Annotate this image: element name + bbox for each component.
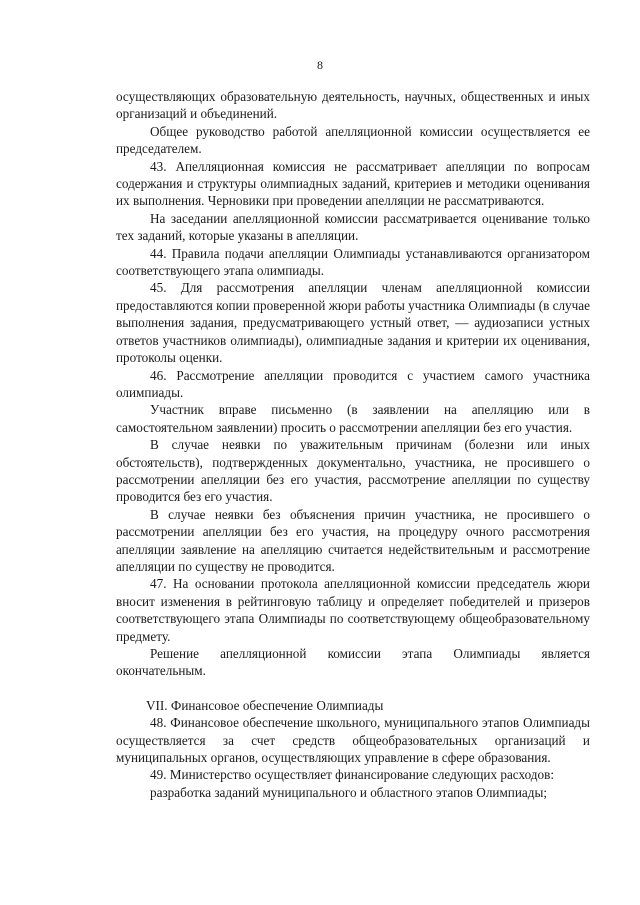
section-heading: VII. Финансовое обеспечение Олимпиады [146, 697, 384, 713]
paragraph-expense-item: разработка заданий муниципального и областного этапов Олимпиады; [150, 784, 548, 800]
paragraph-47: 47. На основании протокола апелляционной комиссии председатель жюри вносит изменения в рейтинговую таблицу и определяет победителей и призеров соответствующего этапа Олимпиады по соответствующему общеобразовательному предмету. [116, 576, 590, 644]
paragraph-43: 43. Апелляционная комиссия не рассматривает апелляции по вопросам содержания и структуры олимпиадных заданий, критериев и методики оценивания их выполнения. Черновики при проведении апелляции не рассматриваются. [116, 158, 590, 209]
paragraph-48: 48. Финансовое обеспечение школьного, муниципального этапов Олимпиады осуществляется за счет средств общеобразовательных организаций и муниципальных органов, осуществляющих управление в сфере образования. [116, 715, 590, 766]
paragraph-general-management: Общее руководство работой апелляционной комиссии осуществляется ее председателем. [116, 123, 590, 157]
paragraph-session-evaluation: На заседании апелляционной комиссии рассматривается оценивание только тех заданий, которые указаны в апелляции. [116, 210, 590, 244]
paragraph-unexplained-absence: В случае неявки без объяснения причин участника, не просившего о рассмотрении апелляции без его участия, на процедуру очного рассмотрения апелляции заявление на апелляцию считается недействительным и рассмотрение апелляции по существу не проводится. [116, 506, 590, 574]
paragraph-final-decision: Решение апелляционной комиссии этапа Олимпиады является окончательным. [116, 646, 590, 679]
paragraph-46: 46. Рассмотрение апелляции проводится с участием самого участника олимпиады. [116, 367, 590, 400]
paragraph-45: 45. Для рассмотрения апелляции членам апелляционной комиссии предоставляются копии проверенной жюри работы участника Олимпиады (в случае выполнения задания, предусматривающего устный ответ, — аудиозаписи устных ответов участников олимпиады), олимпиадные задания и критерии их оценивания, протоколы оценки. [116, 280, 590, 366]
paragraph-continuation: осуществляющих образовательную деятельность, научных, общественных и иных организаций и объединений. [116, 89, 590, 122]
paragraph-44: 44. Правила подачи апелляции Олимпиады устанавливаются организатором соответствующего этапа олимпиады. [116, 245, 590, 279]
paragraph-49: 49. Министерство осуществляет финансирование следующих расходов: [150, 767, 554, 783]
page-number: 8 [317, 58, 323, 72]
paragraph-written-request: Участник вправе письменно (в заявлении на апелляцию или в самостоятельном заявлении) просить о рассмотрении апелляции без его участия. [116, 402, 590, 435]
document-body [116, 88, 590, 801]
paragraph-valid-absence: В случае неявки по уважительным причинам (болезни или иных обстоятельств), подтвержденных документально, участника, не просившего о рассмотрении апелляции без его участия, рассмотрение апелляции по существу проводится без его участия. [116, 437, 590, 505]
